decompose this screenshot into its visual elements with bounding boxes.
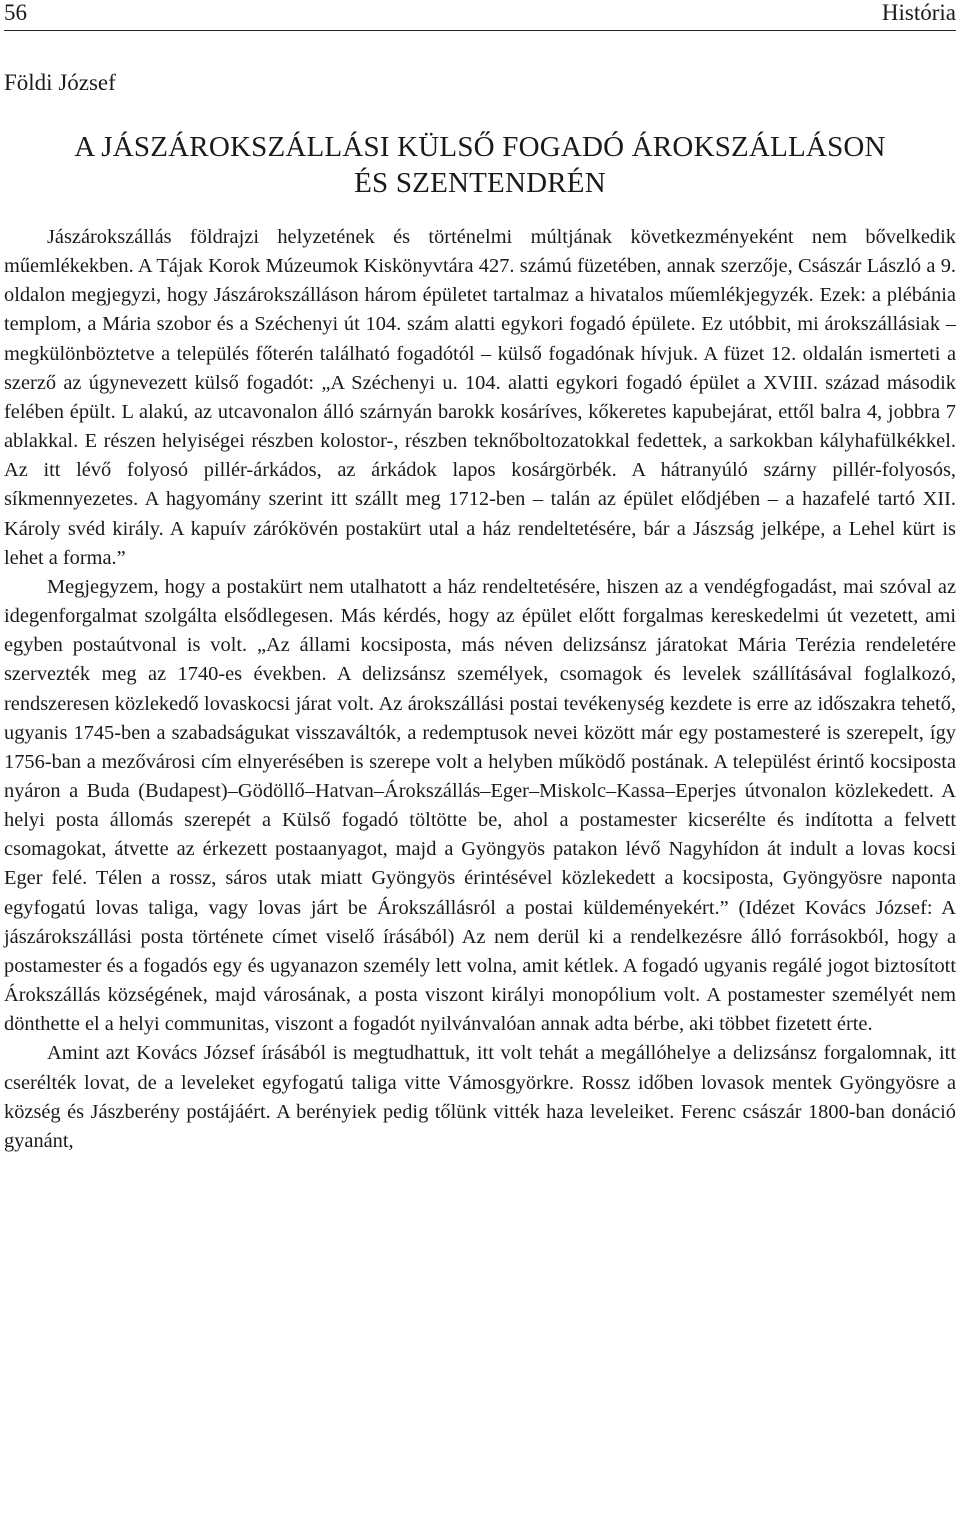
title-line-1: A JÁSZÁROKSZÁLLÁSI KÜLSŐ FOGADÓ ÁROKSZÁLLÁSON xyxy=(74,131,886,163)
running-header xyxy=(4,0,956,31)
title-line-2: ÉS SZENTENDRÉN xyxy=(354,167,606,199)
article-body xyxy=(4,223,956,1156)
paragraph-3: Amint azt Kovács József írásából is megtudhattuk, itt volt tehát a megállóhelye a delizsánsz forgalomnak, itt cserélték lovat, de a leveleket egyfogatú taliga vitte Vámosgyörkre. Rossz időben lovasok mentek Gyöngyösre a község és Jászberény postájáért. A berényiek pedig tőlünk vitték haza leveleiket. Ferenc császár 1800-ban donáció gyanánt, xyxy=(4,1042,956,1152)
paragraph-2: Megjegyzem, hogy a postakürt nem utalhatott a ház rendeltetésére, hiszen az a vendégfogadást, mai szóval az idegenforgalmat szolgálta elsődlegesen. Más kérdés, hogy az épület előtt forgalmas kereskedelmi út vezetett, ami egyben postaútvonal is volt. „Az állami kocsiposta, más néven delizsánsz járatokat Mária Terézia rendeletére szervezték meg az 1740-es években. A delizsánsz személyek, csomagok és levelek szállításával foglalkozó, rendszeresen közlekedő lovaskocsi járat volt. Az árokszállási postai tevékenység kezdete is erre az időszakra tehető, ugyanis 1745-ben a szabadságukat visszaváltók, a redemptusok nevei között már egy postamesteré is szerepelt, így 1756-ban a mezővárosi cím elnyerésében is szerepe volt a helyben működő postának. A települést érintő kocsiposta nyáron a Buda (Budapest)–Gödöllő–Hatvan–Árokszállás–Eger–Miskolc–Kassa–Eperjes útvonalon közlekedett. A helyi posta állomás szerepét a Külső fogadó töltötte be, ahol a postamester kicserélte és indította a felvett csomagokat, átvette az érkezett postaanyagot, majd a Gyöngyös patakon lévő Nagyhídon át indult a lovas kocsi Eger felé. Télen a rossz, sáros utak miatt Gyöngyös érintésével közlekedett a kocsiposta, Gyöngyösre naponta egyfogatú lovas taliga, vagy lovas járt be Árokszállásról a postai küldeményekért.” (Idézet Kovács József: A jászárokszállási posta története címet viselő írásából) Az nem derül ki a rendelkezésre álló forrásokból, hogy a postamester és a fogadós egy és ugyanazon személy lett volna, amit kétlek. A fogadó ugyanis regálé jogot biztosított Árokszállás községének, majd városának, a posta viszont királyi monopólium volt. A postamester személyét nem dönthette el a helyi communitas, viszont a fogadót nyilvánvalóan annak adta bérbe, aki többet fizetett érte. xyxy=(4,575,956,1036)
author-name: Földi József xyxy=(4,70,116,95)
document-page xyxy=(4,0,956,1156)
section-name: História xyxy=(881,0,956,25)
page-number: 56 xyxy=(4,0,27,25)
paragraph-1: Jászárokszállás földrajzi helyzetének és történelmi múltjának következményeként nem bővelkedik műemlékekben. A Tájak Korok Múzeumok Kiskönyvtára 427. számú füzetében, annak szerzője, Császár László a 9. oldalon megjegyzi, hogy Jászárokszálláson három épületet tartalmaz a hivatalos műemlékjegyzék. Ezek: a plébánia templom, a Mária szobor és a Széchenyi út 104. szám alatti egykori fogadó épülete. Ez utóbbit, mi árokszállásiak – megkülönböztetve a település főterén található fogadótól – külső fogadónak hívjuk. A füzet 12. oldalán ismerteti a szerző az úgynevezett külső fogadót: „A Széchenyi u. 104. alatti egykori fogadó épület a XVIII. század második felében épült. L alakú, az utcavonalon álló szárnyán barokk kosáríves, kőkeretes kapubejárat, ettől balra 4, jobbra 7 ablakkal. E részen helyiségei részben kolostor-, részben teknőboltozatokkal fedettek, a sarkokban kályhafülkékkel. Az itt lévő folyosó pillér-árkádos, az árkádok lapos kosárgörbék. A hátranyúló szárny pillér-folyosós, síkmennyezetes. A hagyomány szerint itt szállt meg 1712-ben – talán az épület elődjében – a hazafelé tartó XII. Károly svéd király. A kapuív zárókövén postakürt utal a ház rendeltetésére, bár a Jászság jelképe, a Lehel kürt is lehet a forma.” xyxy=(4,226,956,569)
article-title xyxy=(4,129,956,201)
